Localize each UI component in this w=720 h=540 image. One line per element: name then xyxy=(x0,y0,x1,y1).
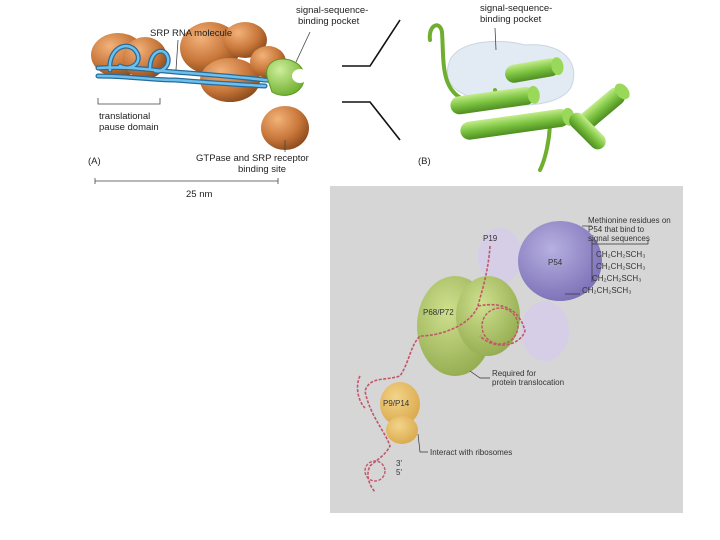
rna-5-prime-end: 5' xyxy=(396,468,402,477)
translocation-label-line1: Required for xyxy=(492,369,537,378)
methionine-label-line3: signal sequences xyxy=(588,234,650,243)
alpha-helix xyxy=(459,107,575,141)
p54-label: P54 xyxy=(548,258,563,267)
pocket-b-label-line1: signal-sequence- xyxy=(480,3,553,14)
methionine-chain-3: CH₂CH₂SCH₃ xyxy=(592,274,642,283)
pocket-b-label-line2: binding pocket xyxy=(480,14,542,25)
p19-label: P19 xyxy=(483,234,498,243)
pocket-label-line1: signal-sequence- xyxy=(296,5,369,16)
panel-c-srp-schematic xyxy=(330,186,683,513)
panel-a-srp-structure xyxy=(0,0,369,200)
zoom-connector-lines xyxy=(342,20,400,140)
translocation-label-line2: protein translocation xyxy=(492,378,565,387)
panel-b-letter: (B) xyxy=(418,156,431,167)
p19-protein xyxy=(521,301,569,361)
srp-rna-label: SRP RNA molecule xyxy=(150,28,233,39)
pocket-label-line2: binding pocket xyxy=(298,16,360,27)
methionine-label-line2: P54 that bind to xyxy=(588,225,645,234)
ribosome-label: Interact with ribosomes xyxy=(430,448,513,457)
gtpase-label-line2: binding site xyxy=(238,164,287,175)
methionine-chain-2: CH₂CH₂SCH₃ xyxy=(596,262,646,271)
p9-p14-label: P9/P14 xyxy=(383,399,410,408)
panel-a-letter: (A) xyxy=(88,156,101,167)
gtpase-label-line1: GTPase and SRP receptor xyxy=(196,153,309,164)
p68-p72-label: P68/P72 xyxy=(423,308,454,317)
helix-bundle-illustration xyxy=(400,0,630,185)
pause-label-line1: translational xyxy=(99,111,151,122)
p68-p72-protein xyxy=(456,276,520,356)
scale-bar xyxy=(95,178,278,184)
rna-loop xyxy=(365,461,385,481)
scale-label: 25 nm xyxy=(186,189,213,200)
methionine-chain-1: CH₂CH₂SCH₃ xyxy=(596,250,646,259)
panel-b-binding-pocket-closeup xyxy=(400,0,630,185)
methionine-label-line1: Methionine residues on xyxy=(588,216,671,225)
rna-3-prime-end: 3' xyxy=(396,459,402,468)
pause-domain-bracket xyxy=(98,98,160,104)
methionine-chain-4: CH₂CH₂SCH₃ xyxy=(582,286,632,295)
p9-p14-protein xyxy=(386,416,418,444)
pause-label-line2: pause domain xyxy=(99,122,159,133)
